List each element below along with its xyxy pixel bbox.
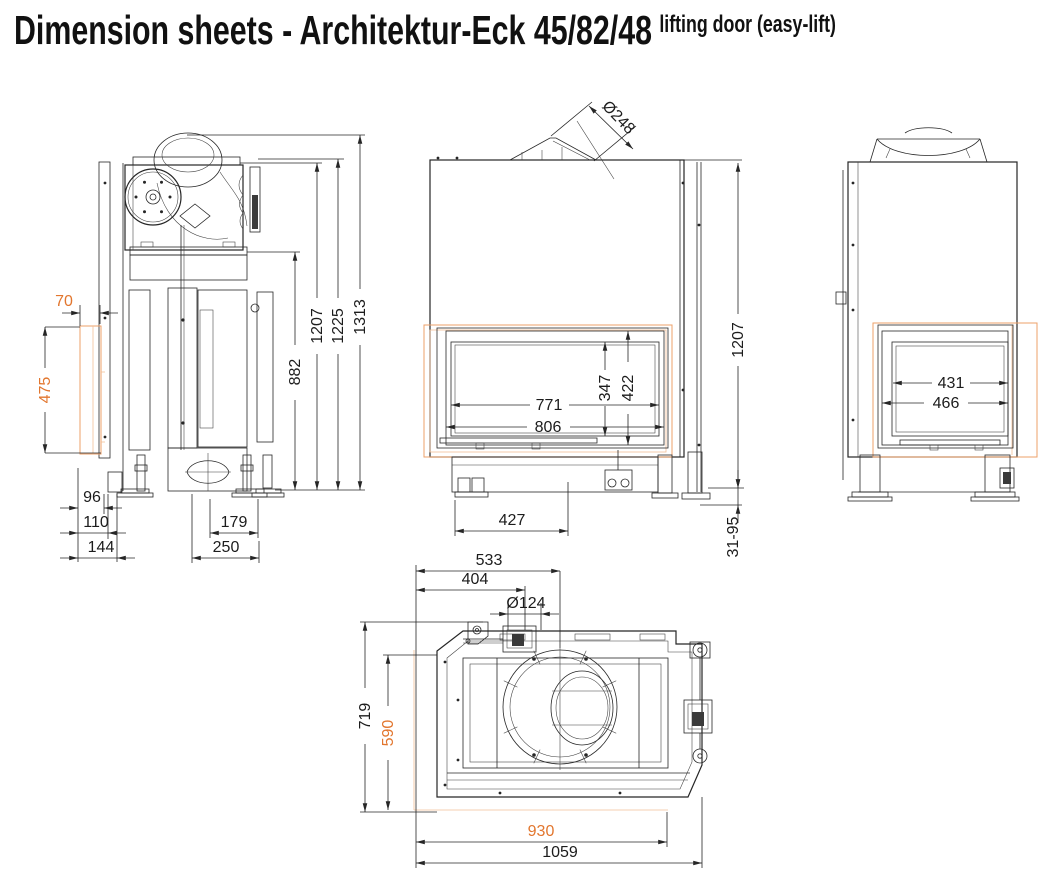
top-flue-flange	[503, 648, 617, 770]
dim-rear-depth: 96	[83, 489, 101, 506]
dim-flue-diameter: Ø248	[598, 97, 638, 138]
page-title-sub: lifting door (easy-lift)	[659, 11, 836, 38]
dim-total-height-front: 1207	[730, 322, 747, 358]
dim-duct-offset: 179	[220, 514, 248, 531]
page-title-main: Dimension sheets - Architektur-Eck 45/82/48	[14, 7, 652, 53]
side-left-body-outline	[99, 133, 284, 497]
side-left-glass-plane	[80, 326, 105, 454]
side-left-dimensions	[37, 135, 369, 563]
dim-total-depth: 719	[357, 702, 374, 730]
top-right-lift-mechanism	[684, 642, 712, 763]
top-view	[357, 552, 712, 868]
dim-total-height: 1313	[352, 299, 369, 335]
front-view	[424, 98, 747, 558]
dim-door-height: 422	[620, 374, 637, 402]
dim-body-height: 882	[287, 358, 304, 386]
dim-mid-depth: 110	[83, 514, 109, 531]
dim-base-width: 427	[498, 512, 526, 529]
dim-door-width-right: 466	[932, 395, 960, 412]
dim-air-center-x: 404	[461, 571, 489, 588]
side-right-body-outline	[836, 128, 1017, 480]
top-left-bracket	[468, 622, 488, 644]
dim-glass-width-right: 431	[937, 375, 965, 392]
dim-foot-range: 31-95	[725, 516, 742, 558]
top-body-outline	[437, 631, 702, 797]
side-right-dimensions	[882, 375, 1008, 412]
top-dimensions	[357, 552, 702, 868]
dim-panel-height: 1225	[330, 308, 347, 344]
dim-front-depth: 144	[87, 539, 115, 556]
side-view-right	[836, 128, 1037, 501]
dim-flue-center-x: 533	[475, 552, 503, 569]
dim-inner-width: 930	[527, 823, 555, 840]
dim-inner-depth: 590	[380, 719, 397, 747]
dim-glass-offset: 70	[55, 293, 73, 310]
dim-glass-height-front: 347	[597, 374, 614, 402]
side-view-left	[37, 133, 369, 563]
dim-total-width: 1059	[542, 844, 578, 861]
dim-air-diameter: Ø124	[506, 595, 546, 612]
dim-door-width: 806	[534, 419, 562, 436]
dim-glass-height: 475	[37, 376, 54, 404]
dim-base-depth: 250	[212, 539, 240, 556]
side-right-base-outline	[848, 455, 1019, 501]
front-base-outline	[452, 450, 742, 505]
dim-frame-height: 1207	[309, 308, 326, 344]
dim-glass-width: 771	[535, 397, 563, 414]
